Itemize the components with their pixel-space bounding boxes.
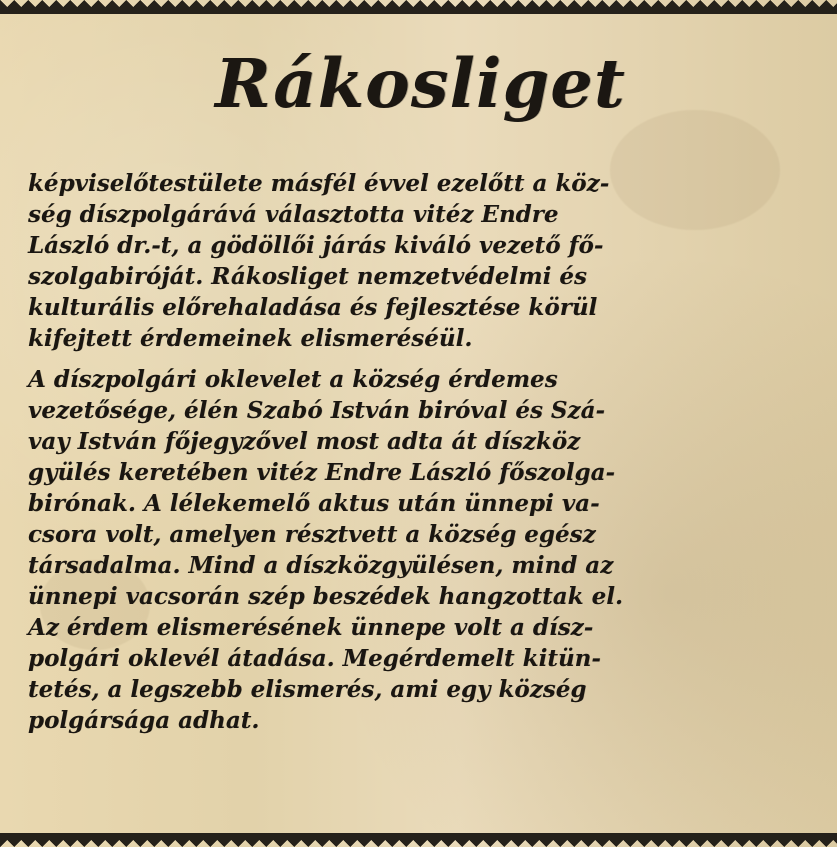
paragraph-line: tetés, a legszebb elismerés, ami egy község bbox=[28, 676, 587, 703]
paragraph-line: A díszpolgári oklevelet a község érdemes bbox=[28, 366, 558, 393]
paragraph-line: kulturális előrehaladása és fejlesztése körül bbox=[28, 294, 598, 321]
bottom-decorative-rule bbox=[0, 833, 837, 847]
paragraph-line: társadalma. Mind a díszközgyülésen, mind az bbox=[28, 552, 614, 579]
paragraph-line: kifejtett érdemeinek elismeréséül. bbox=[28, 325, 473, 352]
paragraph-line: polgársága adhat. bbox=[28, 707, 260, 734]
top-decorative-rule bbox=[0, 0, 837, 14]
article-paragraph-2 bbox=[28, 364, 813, 736]
article-paragraph-1 bbox=[28, 168, 813, 354]
paragraph-line: szolgabiróját. Rákosliget nemzetvédelmi és bbox=[28, 263, 587, 290]
paragraph-line: csora volt, amelyen résztvett a község egész bbox=[28, 521, 596, 548]
paragraph-line: vay István főjegyzővel most adta át díszköz bbox=[28, 428, 581, 455]
paragraph-line: birónak. A lélekemelő aktus után ünnepi va- bbox=[28, 490, 600, 517]
paragraph-line: képviselőtestülete másfél évvel ezelőtt a köz- bbox=[28, 170, 610, 197]
news-article bbox=[28, 42, 813, 807]
paragraph-line: gyülés keretében vitéz Endre László főszolga- bbox=[28, 459, 616, 486]
paragraph-line: ünnepi vacsorán szép beszédek hangzottak el. bbox=[28, 583, 623, 610]
paragraph-line: polgári oklevél átadása. Megérdemelt kitün- bbox=[28, 645, 601, 672]
paragraph-line: Az érdem elismerésének ünnepe volt a dísz- bbox=[28, 614, 594, 641]
paragraph-line: vezetősége, élén Szabó István biróval és Szá- bbox=[28, 397, 606, 424]
paragraph-line: László dr.-t, a gödöllői járás kiváló vezető fő- bbox=[28, 232, 604, 259]
paragraph-line: ség díszpolgárává választotta vitéz Endre bbox=[28, 201, 559, 228]
article-headline: Rákosliget bbox=[215, 44, 626, 123]
